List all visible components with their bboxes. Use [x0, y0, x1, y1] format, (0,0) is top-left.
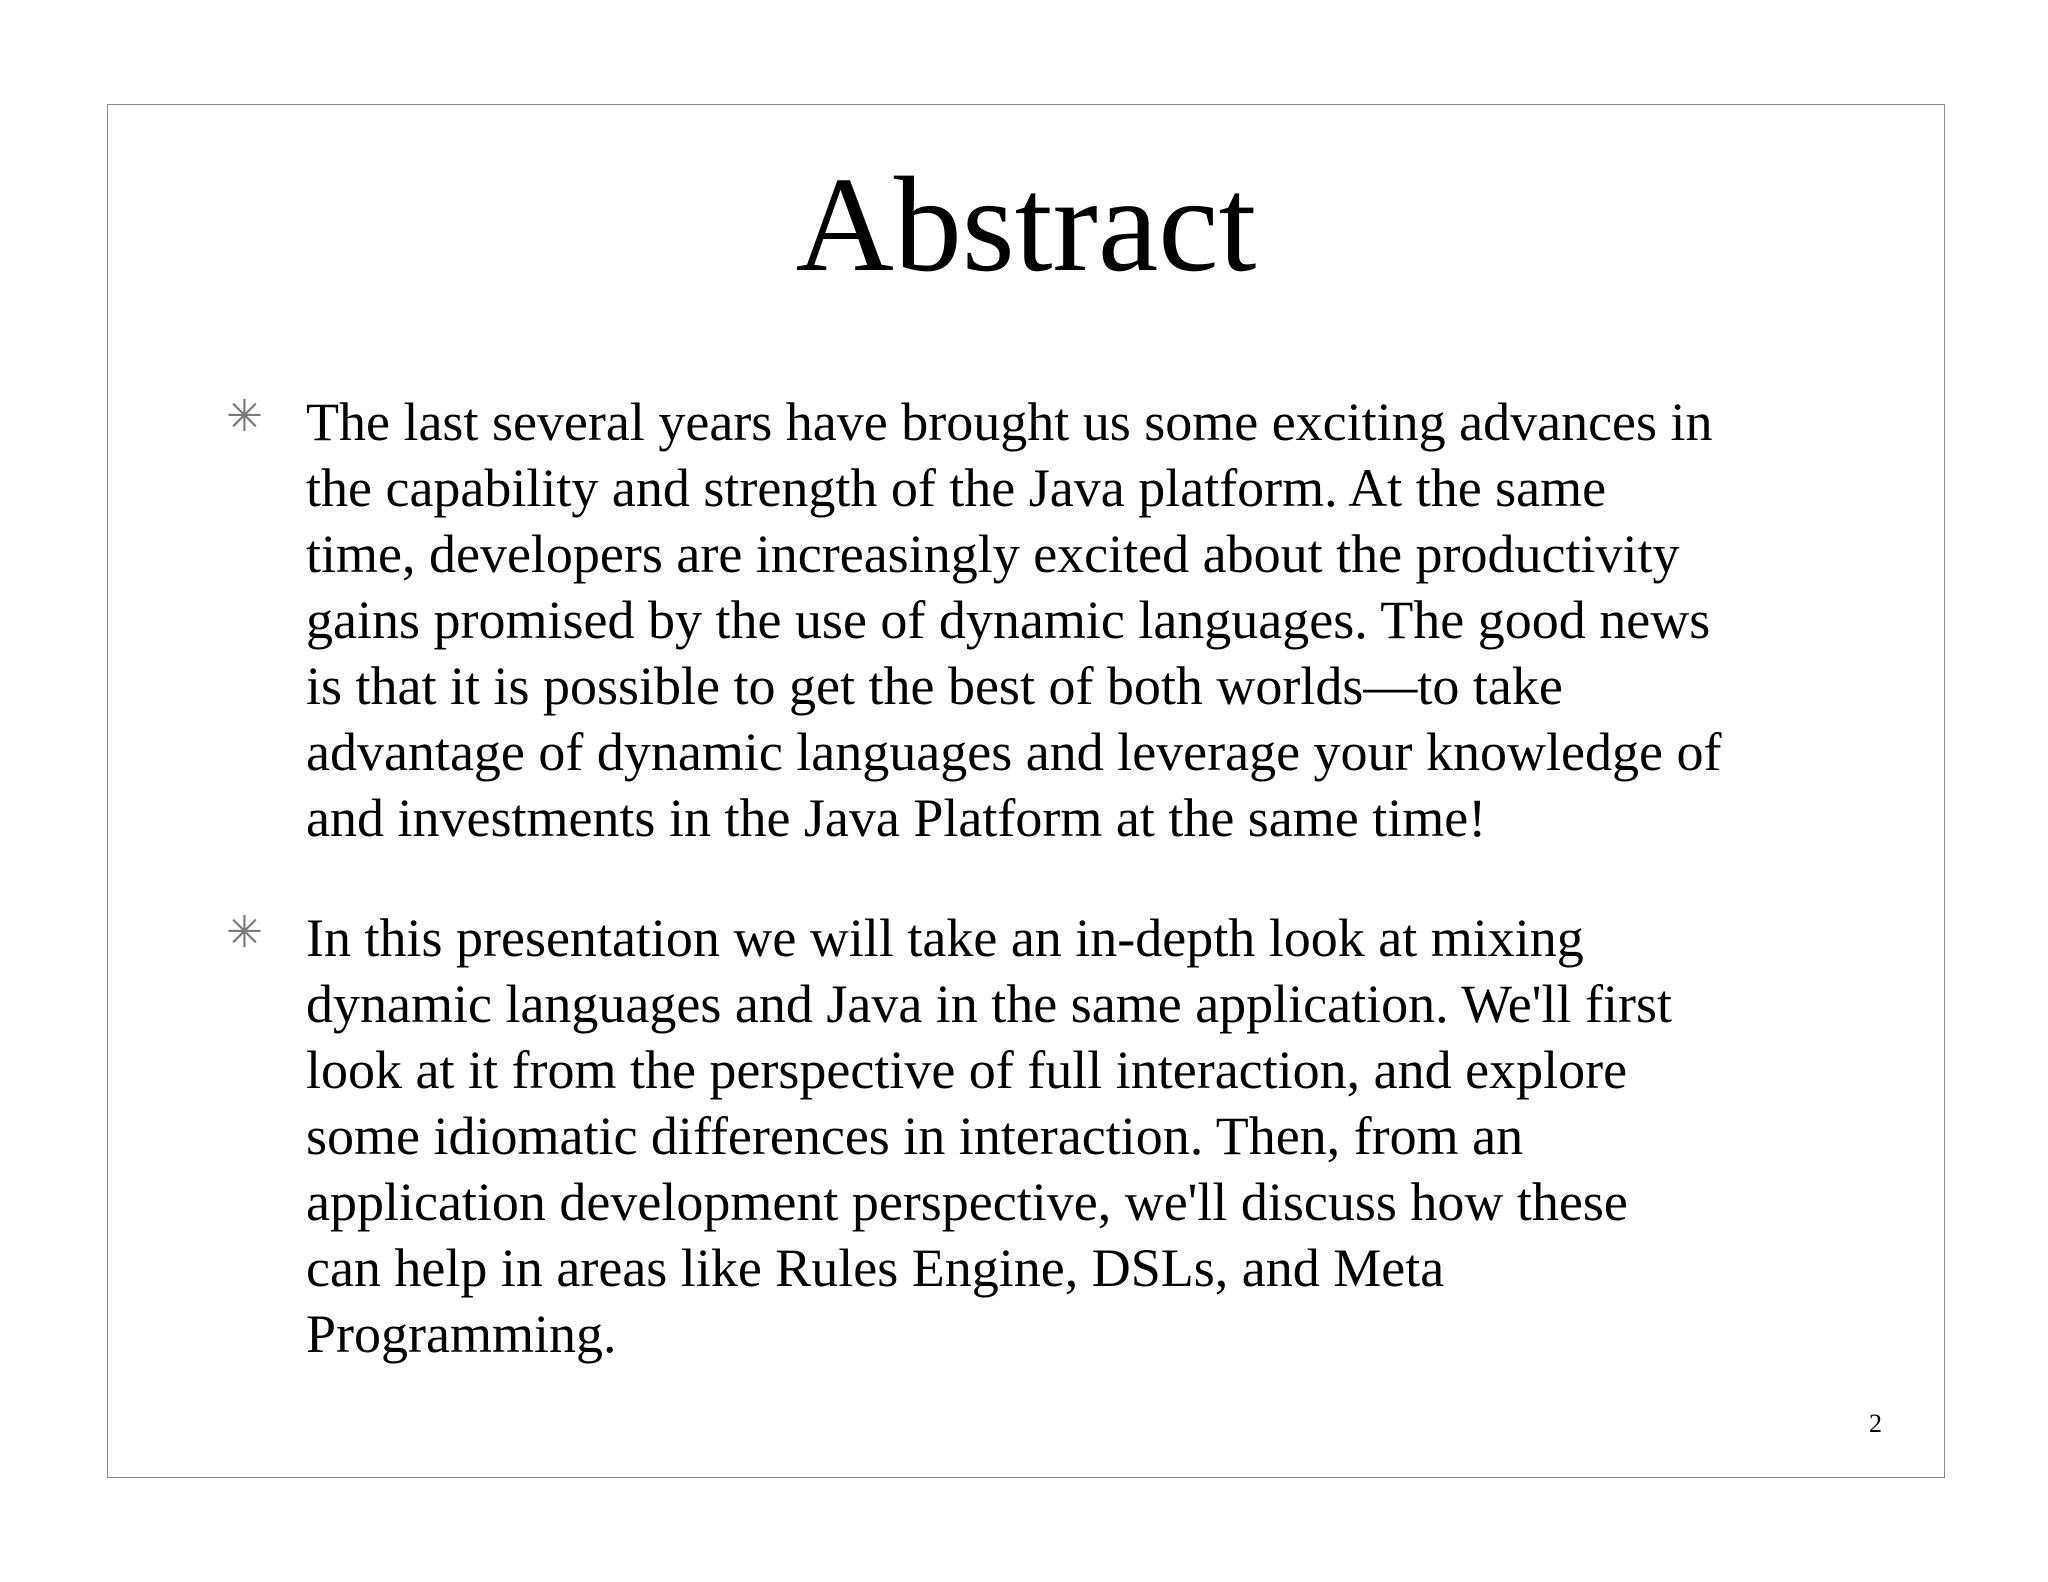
- slide: [107, 104, 1945, 1478]
- bullet-line: some idiomatic differences in interaction. Then, from an: [306, 1106, 1524, 1166]
- bullet-line: In this presentation we will take an in-depth look at mixing: [306, 908, 1584, 968]
- bullet-line: is that it is possible to get the best of both worlds—to take: [306, 656, 1563, 716]
- bullet-line: dynamic languages and Java in the same application. We'll first: [306, 974, 1672, 1034]
- page-number: 2: [1869, 1409, 1882, 1438]
- asterisk-bullet-icon: ✳: [226, 907, 263, 958]
- bullet-line: application development perspective, we'll discuss how these: [306, 1172, 1628, 1232]
- bullet-text: [306, 905, 1896, 1367]
- bullet-line: can help in areas like Rules Engine, DSLs, and Meta: [306, 1238, 1445, 1298]
- bullet-line: gains promised by the use of dynamic languages. The good news: [306, 590, 1711, 650]
- bullet-line: The last several years have brought us some exciting advances in: [306, 392, 1713, 452]
- bullet-line: Programming.: [306, 1304, 617, 1364]
- bullet-line: time, developers are increasingly excited about the productivity: [306, 524, 1680, 584]
- bullet-line: and investments in the Java Platform at the same time!: [306, 788, 1487, 848]
- bullet-line: the capability and strength of the Java platform. At the same: [306, 458, 1607, 518]
- asterisk-bullet-icon: ✳: [226, 391, 263, 442]
- bullet-line: look at it from the perspective of full interaction, and explore: [306, 1040, 1628, 1100]
- bullet-line: advantage of dynamic languages and leverage your knowledge of: [306, 722, 1722, 782]
- slide-title: Abstract: [795, 150, 1257, 300]
- bullet-text: [306, 389, 1896, 851]
